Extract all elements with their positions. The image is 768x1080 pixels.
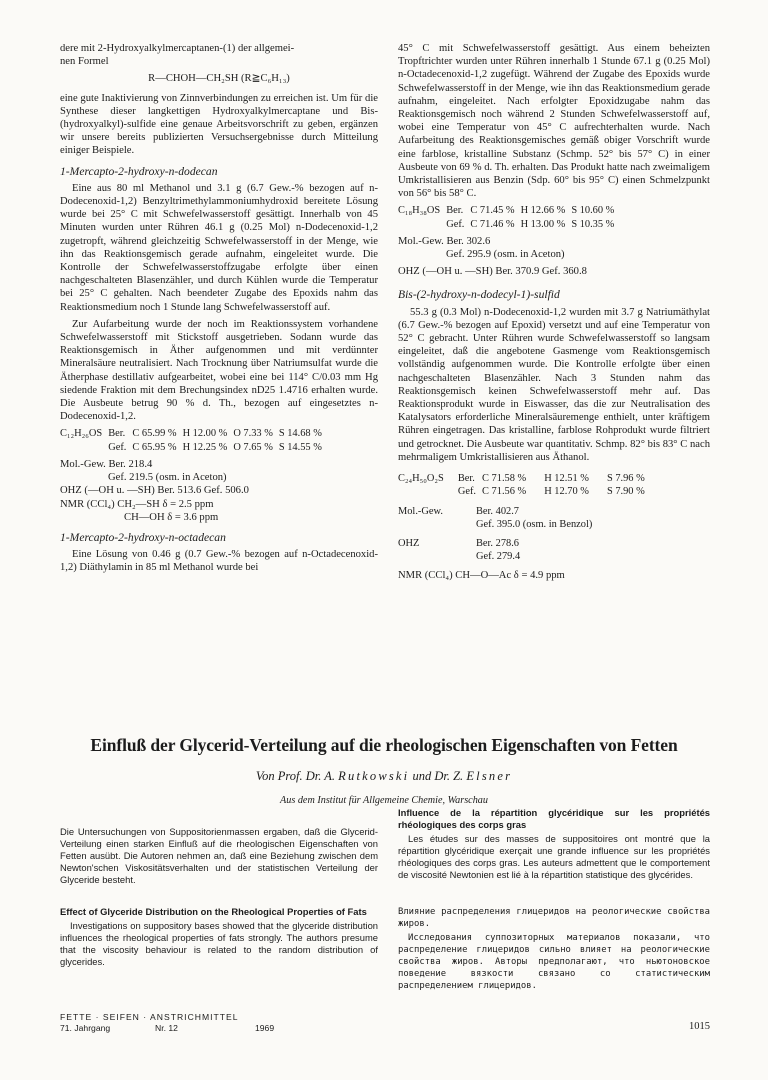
institute: Aus dem Institut für Allgemeine Chemie, Warschau xyxy=(280,795,488,806)
analysis-cell: Ber. xyxy=(446,205,464,217)
analysis-cell: Gef. xyxy=(457,486,477,498)
intro-paragraph: eine gute Inaktivierung von Zinnverbindungen zu erreichen ist. Um für die Synthese dieser langkettigen Hydroxyalkylmercaptane und Bis-(hydroxyalkyl)-sulfide eine genaue Arbeitsvorschrift zu geben, ergänzen wir unsere bereits publizierten Versuchsergebnisse durch Mitteilung einiger Beispiele. xyxy=(60,92,378,157)
body-paragraph: 45° C mit Schwefelwasserstoff gesättigt. Aus einem beheizten Tropftrichter wurden unter Rühren innerhalb 1 Stunde 67.1 g (0.25 Mol) n-Octadecenoxid-1,2 zugefügt. Während der Zugabe des Epoxids wurde Schwefelwasserstoff in der Menge, wie ihn das Reaktionsmedium gerade aufnahm, eingeleitet. Nach erfolgter Epoxidzugabe nahm das Reaktionsgemisch noch während 2 Stunden Schwefelwasserstoff auf, wobei eine Temperatur von 45° C aufrechterhalten wurde. Nach Aufarbeitung des Reaktionsgemisches gemäß obiger Vorschrift wurde eine farblose, kristalline Substanz (Schmp. 52° bis 57° C) in einer Ausbeute von 69 % d. Th. erhalten. Das Produkt hatte nach zweimaligem Umkristallisieren aus Benzin (Sdp. 60° bis 95° C) einen Schmelzpunkt von 56° bis 58° C. xyxy=(398,43,710,200)
analysis-cell: Ber. xyxy=(457,473,475,485)
author-name: Elsner xyxy=(466,769,513,783)
analysis-formula: C₂₄H₅₀O₂S xyxy=(398,473,444,485)
analysis-cell: C 71.56 % xyxy=(482,486,527,498)
ohz-value: Ber. 278.6 xyxy=(476,537,520,549)
analysis-cell: H 12.70 % xyxy=(544,486,589,498)
abstract-heading: Влияние распределения глицеридов на реологические свойства жиров. xyxy=(398,907,710,929)
analysis-cell: S 14.55 % xyxy=(278,441,322,453)
analysis-cell: C 71.58 % xyxy=(482,473,527,485)
ohz-label: OHZ xyxy=(398,537,420,549)
elemental-analysis-table xyxy=(398,472,651,498)
analysis-cell: O 7.33 % xyxy=(233,428,273,440)
molecular-weight: Mol.-Gew. Ber. 302.6 xyxy=(398,235,491,247)
analysis-cell: C 65.95 % xyxy=(132,441,177,453)
abstract-text: Исследования суппозиторных материалов показали, что распределение глицеридов сильно влияет на реологические свойства жиров. Авторы предполагают, что ньютоновское поведение вязкости связано со статистическим распределением глицеридов. xyxy=(398,933,710,991)
article-authors xyxy=(0,769,768,784)
authors-mid: und Dr. Z. xyxy=(412,769,464,783)
abstract-english xyxy=(60,906,378,968)
nmr-line: NMR (CCl₄) CH—O—Ac δ = 4.9 ppm xyxy=(398,570,565,582)
molecular-weight-label: Mol.-Gew. xyxy=(398,505,443,517)
journal-issue: Nr. 12 xyxy=(155,1022,178,1033)
molecular-weight: Ber. 402.7 xyxy=(476,505,520,517)
journal-year: 1969 xyxy=(255,1022,275,1033)
abstract-text: Les études sur des masses de suppositoires ont montré que la répartition glycéridique exerçait une grande influence sur les propriétés rhéologiques des corps gras. Les auteurs admettent que le comportement de viscosité Newtonien est lié à la répartition statistique des glycérides. xyxy=(398,833,710,880)
analysis-cell: H 12.00 % xyxy=(182,428,228,440)
analysis-cell: Gef. xyxy=(108,441,127,453)
intro-line: dere mit 2-Hydroxyalkylmercaptanen-(1) der allgemei- xyxy=(60,43,295,54)
analysis-cell: H 12.66 % xyxy=(520,205,566,217)
analysis-cell: S 10.35 % xyxy=(571,218,615,230)
body-paragraph: 55.3 g (0.3 Mol) n-Dodecenoxid-1,2 wurden mit 3.7 g Natriumäthylat (6.7 Gew.-% bezogen auf Epoxid) versetzt und auf eine Temperatur von 52° C gebracht. Unter Rühren wurde Schwefelwasserstoff so langsam eingeleitet, daß die angebotene Gasmenge vom Reaktionsgemisch vollständig aufgenommen wurde. Die Kontrolle erfolgte über einen nachgeschalteten Blasenzähler. Nach 3 Stunden nahm das Reaktionsgemisch keinen Schwefelwasserstoff mehr auf. Das Reaktionsprodukt wurde in Eiswasser, das die zur Neutralisation des Katalysators erforderliche Mineralsäuremenge enthielt, unter kräftigem Rühren eingetragen. Das kristalline, farblose Rohprodukt wurde filtriert und getrocknet. Die Ausbeute war quantitativ. Schmp. 82° bis 83° C nach mehrmaligem Umkristallisieren aus Äthanol. xyxy=(398,306,710,463)
author-name: Rutkowski xyxy=(338,769,410,783)
journal-name: FETTE · SEIFEN · ANSTRICHMITTEL xyxy=(60,1012,239,1022)
analysis-cell: H 12.51 % xyxy=(544,473,589,485)
page-number: 1015 xyxy=(689,1021,710,1032)
abstract-russian xyxy=(398,906,710,992)
molecular-weight: Gef. 395.0 (osm. in Benzol) xyxy=(476,518,593,530)
ohz-value: OHZ (—OH u. —SH) Ber. 370.9 Gef. 360.8 xyxy=(398,266,587,278)
general-formula: R—CHOH—CH₂SH (R≧C₆H₁₃) xyxy=(148,73,290,85)
analysis-cell: Ber. xyxy=(108,428,126,440)
abstract-heading: Effect of Glyceride Distribution on the Rheological Properties of Fats xyxy=(60,906,367,917)
section-heading: Bis-(2-hydroxy-n-dodecyl-1)-sulfid xyxy=(398,288,560,302)
molecular-weight: Mol.-Gew. Ber. 218.4 xyxy=(60,458,153,470)
analysis-cell: S 14.68 % xyxy=(278,428,322,440)
body-paragraph: Eine Lösung von 0.46 g (0.7 Gew.-% bezogen auf n-Octadecenoxid-1,2) Diäthylamin in 85 ml Methanol wurde bei xyxy=(60,549,378,574)
abstract-text: Die Untersuchungen von Suppositorienmassen ergaben, daß die Glycerid-Verteilung einen starken Einfluß auf die rheologischen Eigenschaften von Fetten ausübt. Die Autoren nehmen an, daß eine Beziehung zwischen dem Newton'schen Viskositätsverhalten und der statistischen Verteilung der Glyceride besteht. xyxy=(60,826,378,885)
page-footer xyxy=(60,1012,710,1033)
nmr-line: CH—OH δ = 3.6 ppm xyxy=(124,511,219,523)
authors-prefix: Von Prof. Dr. A. xyxy=(255,769,336,783)
body-paragraph: Zur Aufarbeitung wurde der noch im Reaktionssystem vorhandene Schwefelwasserstoff mit Stickstoff ausgetrieben. Sodann wurde das Reaktionsgemisch in Äther aufgenommen und mit verdünnter Mineralsäure neutralisiert. Nach Trocknung über Natriumsulfat wurde die Ätherphase destillativ aufgearbeitet, wobei eine bei 114° C/0.03 mm Hg siedende Fraktion mit dem Brechungsindex nD25 1.4716 erhalten wurde. Die Ausbeute betrug 90 % d. Th., bezogen auf eingesetztes n-Dodecenoxid-1,2. xyxy=(60,318,378,423)
abstract-heading: Influence de la répartition glycéridique sur les propriétés rhéologiques des corps gras xyxy=(398,807,710,830)
analysis-formula: C₁₈H₃₈OS xyxy=(398,205,441,217)
ohz-value: OHZ (—OH u. —SH) Ber. 513.6 Gef. 506.0 xyxy=(60,485,249,497)
analysis-cell: C 65.99 % xyxy=(132,428,177,440)
analysis-cell: O 7.65 % xyxy=(233,441,273,453)
abstract-french xyxy=(398,807,710,881)
analysis-cell: Gef. xyxy=(446,218,465,230)
left-column xyxy=(60,42,378,579)
analysis-cell: C 71.45 % xyxy=(470,205,515,217)
analysis-cell: S 7.90 % xyxy=(606,486,645,498)
ohz-value: Gef. 279.4 xyxy=(476,551,521,563)
analysis-cell: H 13.00 % xyxy=(520,218,566,230)
analysis-cell: H 12.25 % xyxy=(182,441,228,453)
molecular-weight: Gef. 295.9 (osm. in Aceton) xyxy=(446,249,565,261)
elemental-analysis-table xyxy=(398,204,620,230)
body-paragraph: Eine aus 80 ml Methanol und 3.1 g (6.7 Gew.-% bezogen auf n-Dodecenoxid-1,2) Benzyltrimethylammoniumhydroxid bereitete Lösung wurde bei 25° C mit Schwefelwasserstoff gesättigt. Innerhalb von 45 Minuten wurden unter Rühren 46.1 g (0.25 Mol) n-Dodecenoxid-1,2 zugetropft, während gleichzeitig Schwefelwasserstoff in der Menge, wie ihn das Reaktionsgemisch gerade aufnahm, eingeleitet wurde. Die Kontrolle der Schwefelwasserstoffzugabe erfolgte über einen nachgeschalteten Blasenzähler, und durch Kühlen wurde die Temperatur bei 25° C gehalten. Nach beendeter Zugabe des Epoxids nahm das Reaktionsmedium noch 1 Stunde lang Schwefelwasserstoff auf. xyxy=(60,182,378,313)
ohz-table xyxy=(398,537,526,563)
journal-volume: 71. Jahrgang xyxy=(60,1022,111,1033)
analysis-cell: S 10.60 % xyxy=(571,205,615,217)
intro-line: nen Formel xyxy=(60,56,109,68)
nmr-line: NMR (CCl₄) CH₂—SH δ = 2.5 ppm xyxy=(60,498,214,510)
article-title: Einfluß der Glycerid-Verteilung auf die rheologischen Eigenschaften von Fetten xyxy=(90,735,678,755)
analysis-formula: C₁₂H₂₆OS xyxy=(60,428,103,440)
journal-volume-line xyxy=(60,1023,710,1034)
abstract-german xyxy=(60,826,378,886)
analysis-cell: S 7.96 % xyxy=(606,473,645,485)
analysis-cell: C 71.46 % xyxy=(470,218,515,230)
elemental-analysis-table xyxy=(60,427,328,453)
section-heading: 1-Mercapto-2-hydroxy-n-dodecan xyxy=(60,164,218,178)
section-heading: 1-Mercapto-2-hydroxy-n-octadecan xyxy=(60,530,226,544)
molecular-weight: Gef. 219.5 (osm. in Aceton) xyxy=(108,472,227,484)
molecular-weight-table xyxy=(398,505,598,531)
abstract-text: Investigations on suppository bases showed that the glyceride distribution influences the rheological properties of fats strongly. The authors presume that the viscosity behaviour is related to the random distribution of glycerides. xyxy=(60,920,378,967)
right-column xyxy=(398,42,710,583)
